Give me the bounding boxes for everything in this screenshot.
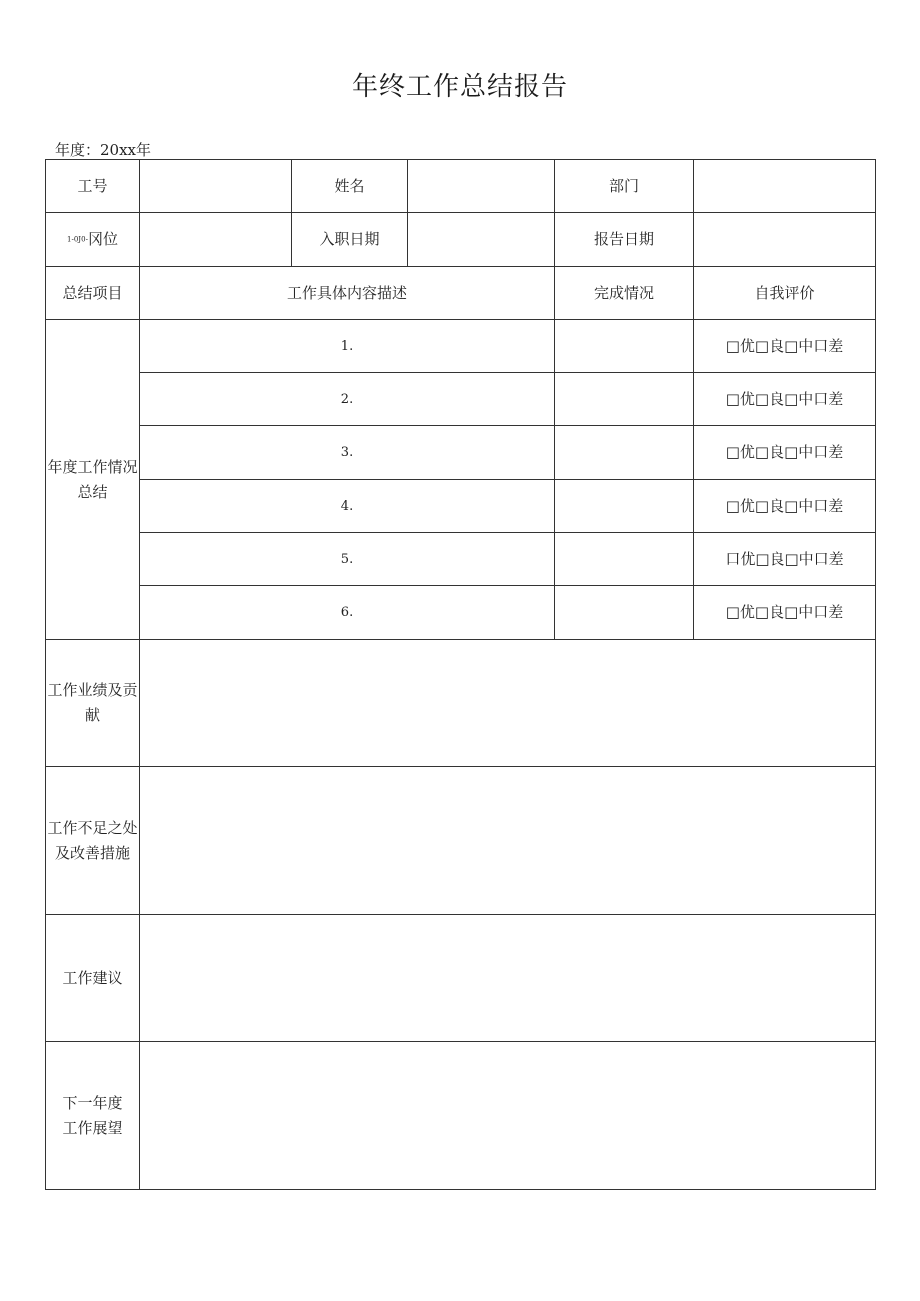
employee-id-label: 工号 [46, 160, 140, 213]
suggestions-label: 工作建议 [46, 915, 140, 1042]
summary-row-3 [46, 426, 876, 480]
name-field[interactable] [408, 160, 555, 213]
summary-item-rating[interactable]: □优□良□中口差 [694, 426, 876, 480]
department-field[interactable] [694, 160, 876, 213]
report-date-field[interactable] [694, 213, 876, 267]
shortcomings-label: 工作不足之处及改善措施 [46, 767, 140, 915]
summary-item-rating[interactable]: □优□良□中口差 [694, 480, 876, 533]
shortcomings-field[interactable] [140, 767, 876, 915]
summary-row-1 [46, 320, 876, 373]
summary-row-6 [46, 586, 876, 640]
page-title: 年终工作总结报告 [351, 72, 568, 102]
summary-row-5 [46, 533, 876, 586]
summary-item-description[interactable]: 2. [140, 373, 555, 426]
summary-row-2 [46, 373, 876, 426]
header-row-2 [46, 213, 876, 267]
summary-item-description[interactable]: 4. [140, 480, 555, 533]
header-row-1 [46, 160, 876, 213]
suggestions-row [46, 915, 876, 1042]
suggestions-field[interactable] [140, 915, 876, 1042]
summary-item-description[interactable]: 3. [140, 426, 555, 480]
summary-item-completion[interactable] [555, 533, 694, 586]
outlook-field[interactable] [140, 1042, 876, 1190]
column-header-self-eval: 自我评价 [694, 267, 876, 320]
summary-row-4 [46, 480, 876, 533]
outlook-label: 下一年度工作展望 [46, 1042, 140, 1190]
position-label-cell [46, 213, 140, 267]
column-header-item: 总结项目 [46, 267, 140, 320]
employee-id-field[interactable] [140, 160, 292, 213]
performance-label: 工作业绩及贡献 [46, 640, 140, 767]
summary-item-description[interactable]: 6. [140, 586, 555, 640]
year-line: 年度：20xx年 [55, 141, 152, 159]
department-label: 部门 [555, 160, 694, 213]
summary-item-rating[interactable]: □优□良□中口差 [694, 586, 876, 640]
join-date-label: 入职日期 [292, 213, 408, 267]
performance-field[interactable] [140, 640, 876, 767]
position-label: 冈位 [87, 229, 118, 248]
summary-item-description[interactable]: 5. [140, 533, 555, 586]
column-header-row [46, 267, 876, 320]
report-date-label: 报告日期 [555, 213, 694, 267]
outlook-row [46, 1042, 876, 1190]
shortcomings-row [46, 767, 876, 915]
summary-item-description[interactable]: 1. [140, 320, 555, 373]
column-header-description: 工作具体内容描述 [140, 267, 555, 320]
join-date-field[interactable] [408, 213, 555, 267]
column-header-completion: 完成情况 [555, 267, 694, 320]
name-label: 姓名 [292, 160, 408, 213]
summary-item-rating[interactable]: □优□良□中口差 [694, 320, 876, 373]
summary-item-completion[interactable] [555, 586, 694, 640]
position-label-prefix: 1-0J0- [67, 235, 88, 244]
summary-item-completion[interactable] [555, 320, 694, 373]
summary-form-table [45, 159, 876, 1190]
position-field[interactable] [140, 213, 292, 267]
summary-item-completion[interactable] [555, 480, 694, 533]
summary-item-completion[interactable] [555, 426, 694, 480]
annual-summary-label: 年度工作情况总结 [46, 320, 140, 640]
summary-item-completion[interactable] [555, 373, 694, 426]
summary-item-rating[interactable]: □优□良□中口差 [694, 373, 876, 426]
summary-item-rating[interactable]: 口优□良□中口差 [694, 533, 876, 586]
performance-row [46, 640, 876, 767]
